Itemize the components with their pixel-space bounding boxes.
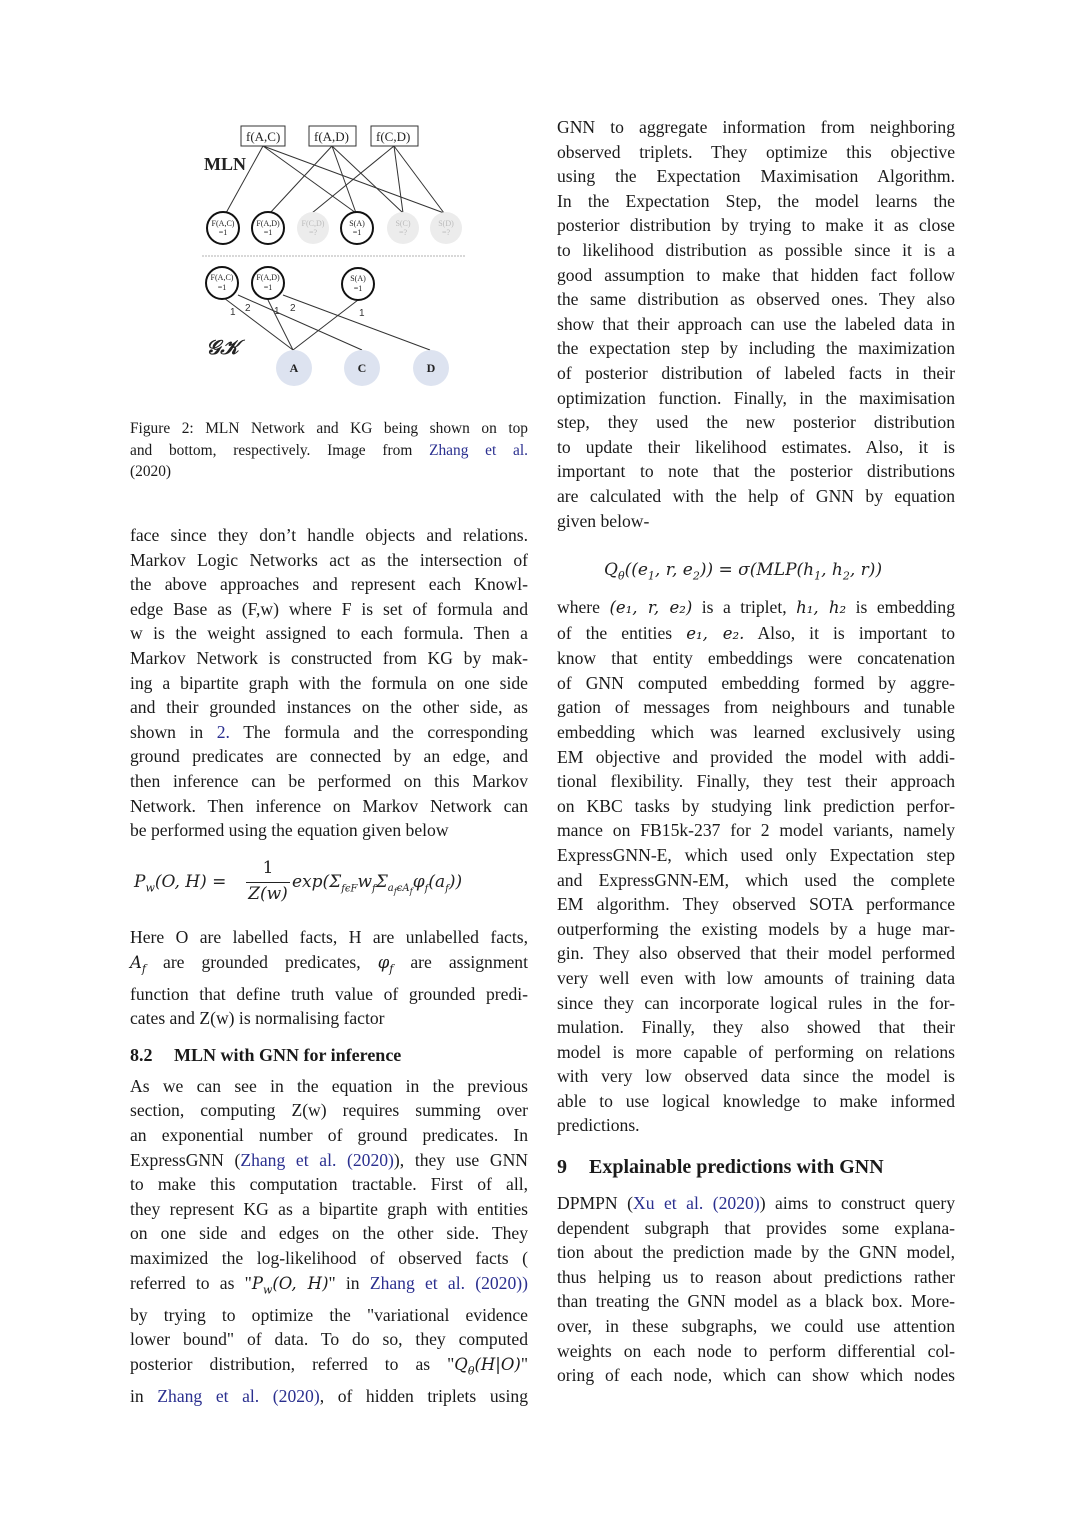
- left-column: [130, 523, 528, 843]
- svg-text:S(C): S(C): [395, 219, 411, 228]
- figure-2-mln-kg-diagram: [190, 118, 480, 398]
- svg-text:D: D: [426, 361, 436, 375]
- svg-text:C: C: [357, 361, 367, 375]
- svg-text:=?: =?: [308, 228, 318, 237]
- svg-text:1: 1: [359, 308, 365, 319]
- section-heading-9: 9 Explainable predictions with GNN: [557, 1156, 884, 1179]
- svg-text:F(A,D): F(A,D): [256, 273, 280, 282]
- equation-pw: $P_w(O$, H) = 1 Z(w) $\exp(\Sigma_{f\epsilon F}w_f\Sigma_{a_f\epsilon A_f}\varphi_f(a_f))$: [134, 858, 463, 904]
- svg-text:=1: =1: [352, 228, 362, 237]
- svg-text:=1: =1: [353, 284, 363, 293]
- right-column-2: [557, 595, 955, 1388]
- gk-label: 𝒢𝒦: [206, 335, 239, 359]
- right-column: [557, 115, 955, 533]
- svg-text:S(A): S(A): [350, 274, 366, 283]
- paragraph-triplet-embedding: where (e₁, r, e₂) is a triplet, h₁, h₂ is embedding of the entities e₁, e₂. Also, it is important to know that entity embeddings were concatenation of GNN computed embedding formed by aggre- gation of messages from neighbours and tunable embedding which was learned exclusively using EM objective and provided the model with addi- tional flexibility. Finally, they test their approach on KBC tasks by studying link prediction perfor- mance on FB15k-237 for 2 model variants, namely ExpressGNN-E, which used only Expectation step and ExpressGNN-EM, which used the complete EM algorithm. They observed SOTA performance outperforming the existing models by a huge mar- gin. They also observed that their model performed very well even with low amounts of training data since they can incorporate logical rules in the for- mulation. Finally, they also showed that their model is more capable of performing on relations with very low observed data since the model is able to use logical knowledge to make informed predictions.: [557, 597, 955, 1136]
- svg-text:f(A,C): f(A,C): [246, 129, 281, 144]
- equation-q-theta: $Q_\theta((e_1$, r, $e_2)) = \sigma(MLP(h_1$, $h_2$, r)): [604, 560, 883, 583]
- svg-text:S(A): S(A): [349, 219, 365, 228]
- svg-text:=?: =?: [398, 228, 408, 237]
- svg-text:=?: =?: [441, 228, 451, 237]
- svg-text:F(C,D): F(C,D): [301, 219, 325, 228]
- svg-text:1: 1: [230, 307, 236, 318]
- citation-link[interactable]: Zhang et al. (2020): [157, 1385, 320, 1406]
- svg-text:F(A,D): F(A,D): [256, 219, 280, 228]
- svg-text:A: A: [289, 361, 299, 375]
- svg-text:f(A,D): f(A,D): [314, 129, 350, 144]
- paragraph-dpmpn: DPMPN (Xu et al. (2020)) aims to construct query dependent subgraph that provides some explana- tion about the prediction made by the GNN model, thus helping us to reason about predictions rather than treating the GNN model as a black box. More- over, in these subgraphs, we could use attention weights on each node to perform differential col- oring of each node, which can show which nodes: [557, 1193, 955, 1386]
- svg-text:F(A,C): F(A,C): [211, 219, 235, 228]
- svg-text:=1: =1: [263, 283, 273, 292]
- svg-text:S(D): S(D): [438, 219, 454, 228]
- paragraph-em: GNN to aggregate information from neighboring observed triplets. They optimize this objective using the Expectation Maximisation Algorithm. In the Expectation Step, the model learns the posterior distribution by trying to make it as close to likelihood distribution as possible since it is a good assumption to make that hidden fact follow the same distribution as observed ones. They also show that their approach can use the labeled data in the expectation step by including the maximization of posterior distribution of labeled facts in their optimization function. Finally, in the maximisation step, they used the new posterior distribution to update their likelihood estimates. Also, it is important to note that the posterior distributions are calculated with the help of GNN by equation given below-: [557, 117, 955, 531]
- paragraph-mln-intro: face since they don’t handle objects and relations. Markov Logic Networks act as the intersection of the above approaches and represent each Knowl- edge Base as (F,w) where F is set of formula and w is the weight assigned to each formula. Then a Markov Network is constructed from KG by mak- ing a bipartite graph with the formula on one side and their grounded instances on the other side, as shown in 2. The formula and the corresponding ground predicates are connected by an edge, and then inference can be performed on this Markov Network. Then inference on Markov Network can be performed using the equation given below: [130, 525, 528, 841]
- section-heading-8-2: 8.2 MLN with GNN for inference: [130, 1044, 402, 1065]
- svg-text:=1: =1: [218, 228, 228, 237]
- left-column-2: [130, 925, 528, 1408]
- paragraph-mln-gnn: As we can see in the equation in the previous section, computing Z(w) requires summing over an exponential number of ground predicates. In ExpressGNN (Zhang et al. (2020)), they use GNN to make this computation tractable. First of all, they represent KG as a bipartite graph with entities on one side and edges on the other side. They maximized the log-likelihood of observed facts ( referred to as "$P_w(O$, H)" in Zhang et al. (2020)) by trying to optimize the "variational evidence lower bound" of data. To do so, they computed posterior distribution, referred to as "$Q_\theta(H|O)$" in Zhang et al. (2020), of hidden triplets using: [130, 1075, 528, 1406]
- mln-kg-graph: [190, 118, 480, 398]
- svg-text:F(A,C): F(A,C): [210, 273, 234, 282]
- svg-text:1: 1: [274, 306, 280, 317]
- mln-label: MLN: [204, 154, 246, 174]
- figure-caption: Figure 2: MLN Network and KG being shown on top and bottom, respectively. Image from Zhang et al. (2020): [130, 420, 528, 480]
- svg-text:2: 2: [290, 303, 296, 314]
- figure-ref-link[interactable]: 2.: [216, 721, 230, 742]
- paragraph-definitions: Here O are labelled facts, H are unlabelled facts, $A_f$ are grounded predicates, $\varphi_f$ are assignment function that define truth value of grounded predi- cates and Z(w) is normalising factor: [130, 927, 528, 1029]
- svg-text:2: 2: [245, 303, 251, 314]
- citation-link[interactable]: Xu et al. (2020): [632, 1193, 760, 1214]
- svg-text:=1: =1: [217, 283, 227, 292]
- citation-link[interactable]: Zhang et al.: [429, 441, 528, 459]
- svg-text:f(C,D): f(C,D): [376, 129, 411, 144]
- svg-text:=1: =1: [263, 228, 273, 237]
- citation-link[interactable]: Zhang et al. (2020): [240, 1149, 394, 1170]
- citation-link[interactable]: Zhang et al. (2020)): [369, 1272, 528, 1293]
